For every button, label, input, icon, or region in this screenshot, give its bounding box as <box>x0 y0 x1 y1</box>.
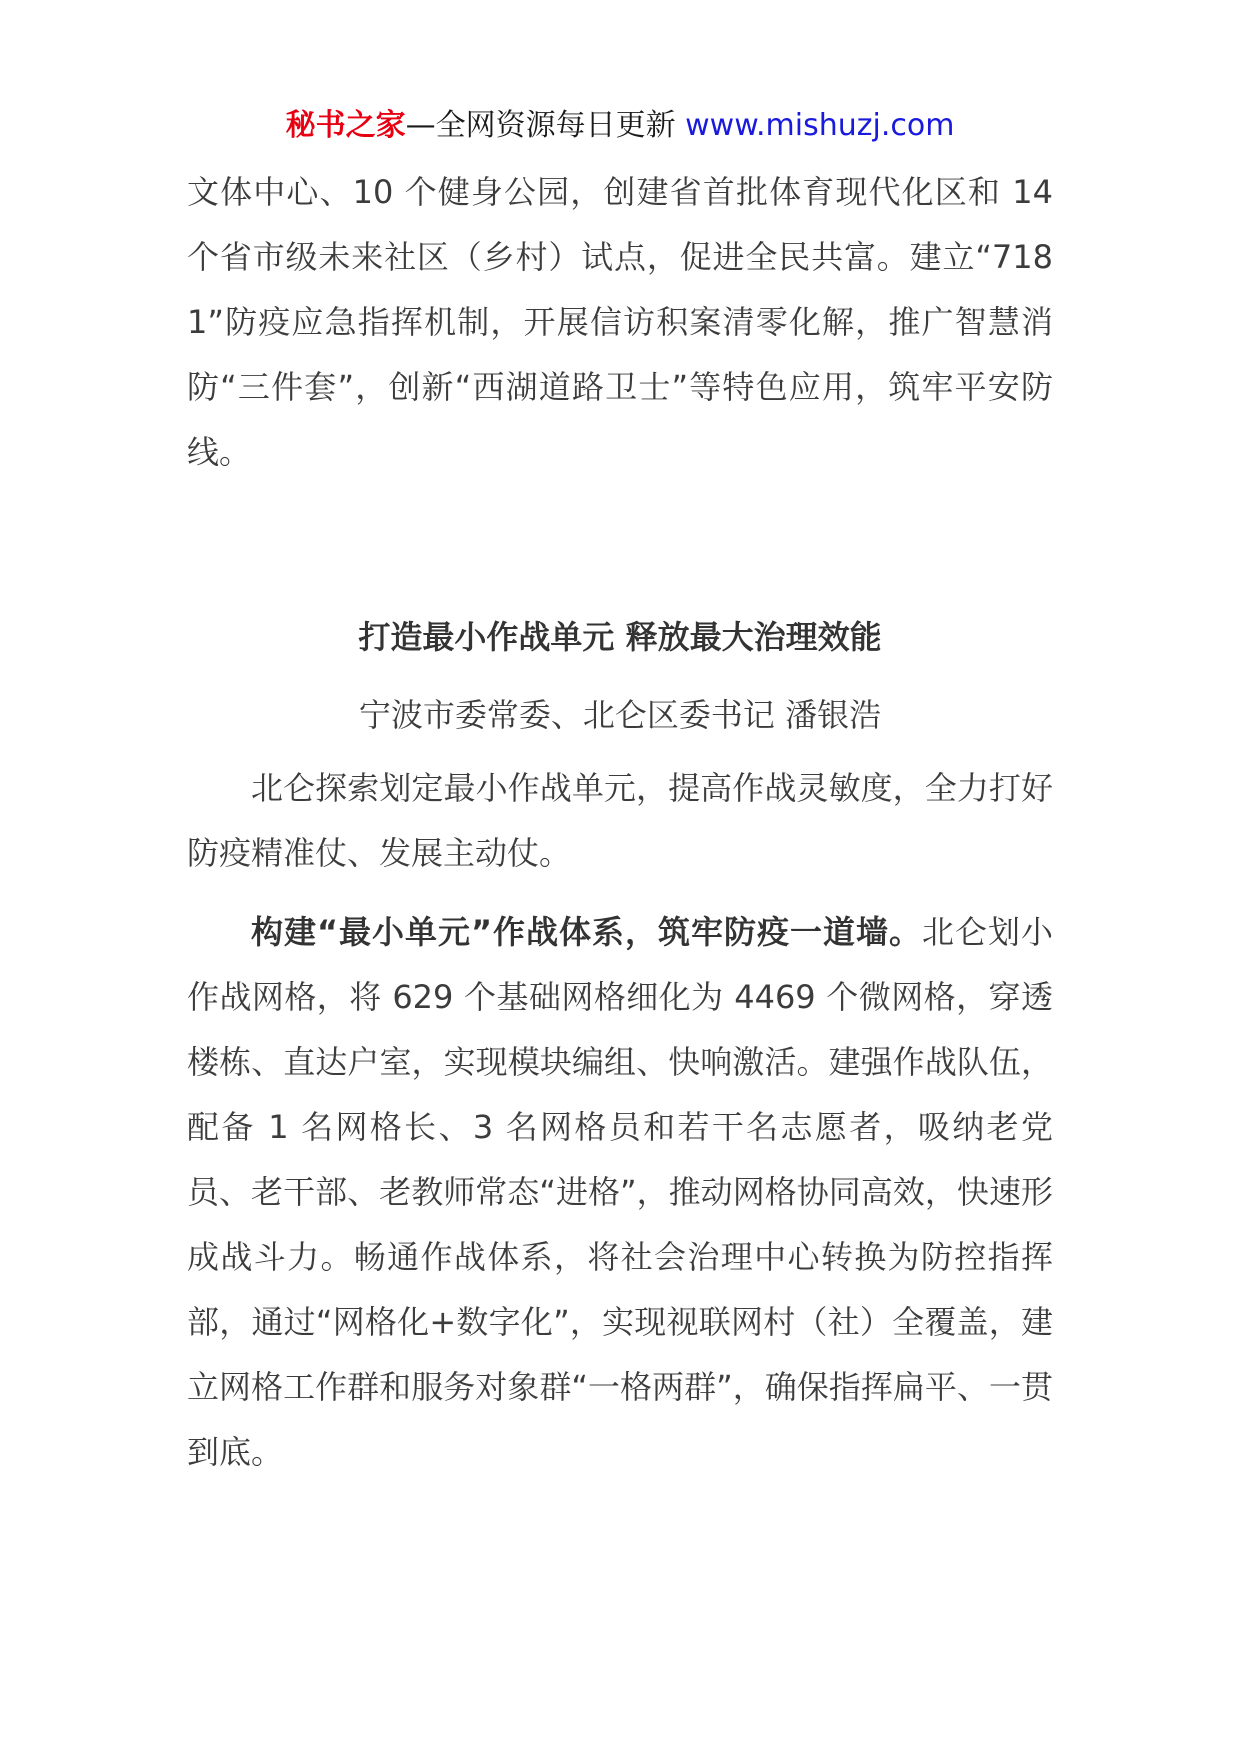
brand-name: 秘书之家 <box>285 108 406 143</box>
page-header <box>0 98 1240 154</box>
paragraph-2-body: 北仑划小作战网格，将 629 个基础网格细化为 4469 个微网格，穿透楼栋、直达户室，实现模块编组、快响激活。建强作战队伍，配备 1 名网格长、3 名网格员和若干名志愿者，吸纳老党员、老干部、老教师常态“进格”，推动网格协同高效，快速形成战斗力。畅通作战体系，将社会治理中心转换为防控指挥部，通过“网格化+数字化”，实现视联网村（社）全覆盖，建立网格工作群和服务对象群“一格两群”，确保指挥扁平、一贯到底。 <box>187 913 1053 1471</box>
section-spacer <box>187 485 1053 598</box>
header-tagline: —全网资源每日更新 <box>405 108 686 143</box>
article-paragraph-2 <box>187 900 1053 1485</box>
document-body <box>187 160 1053 1485</box>
article-title: 打造最小作战单元 释放最大治理效能 <box>358 618 882 656</box>
article-byline: 宁波市委常委、北仑区委书记 潘银浩 <box>358 696 882 734</box>
intro-paragraph: 文体中心、10 个健身公园，创建省首批体育现代化区和 14 个省市级未来社区（乡村）试点，促进全民共富。建立“7181”防疫应急指挥机制，开展信访积案清零化解，推广智慧消防“三件套”，创新“西湖道路卫士”等特色应用，筑牢平安防线。 <box>187 173 1053 471</box>
paragraph-2-lead: 构建“最小单元”作战体系，筑牢防疫一道墙。 <box>251 913 922 951</box>
article-paragraph-1: 北仑探索划定最小作战单元，提高作战灵敏度，全力打好防疫精准仗、发展主动仗。 <box>187 769 1053 872</box>
site-link[interactable]: www.mishuzj.com <box>685 108 955 143</box>
